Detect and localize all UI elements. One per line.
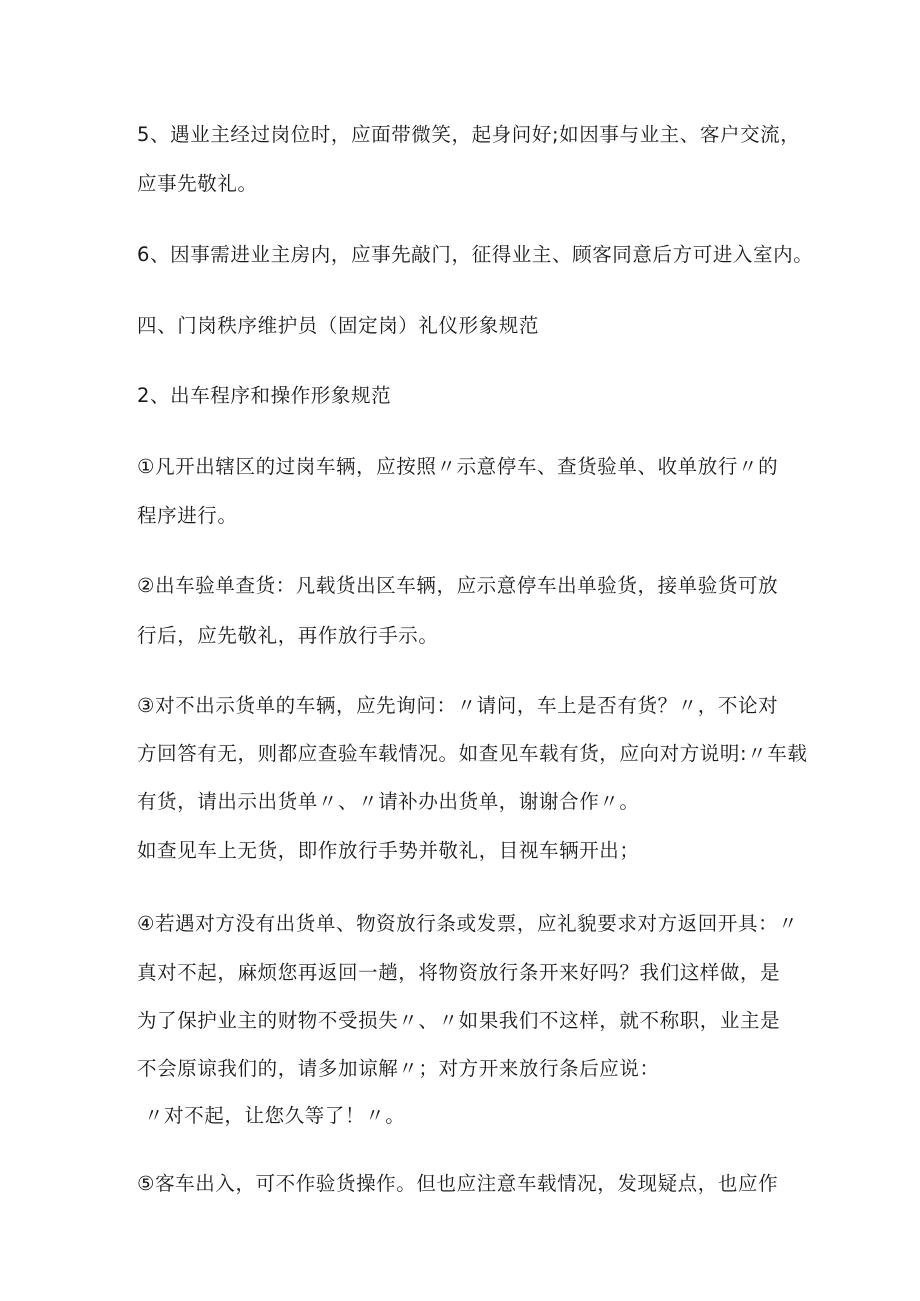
section-heading: 四、门岗秩序维护员（固定岗）礼仪形象规范 [137, 314, 540, 337]
text-line: ④若遇对方没有出货单、物资放行条或发票，应礼貌要求对方返回开具：〃 [137, 912, 799, 935]
text-line: ①凡开出辖区的过岗车辆，应按照〃示意停车、查货验单、收单放行〃的 [137, 455, 779, 478]
text-line: 真对不起，麻烦您再返回一趟，将物资放行条开来好吗？我们这样做，是 [137, 961, 781, 984]
text-line: 为了保护业主的财物不受损失〃、〃如果我们不这样，就不称职，业主是 [137, 1009, 781, 1032]
text-line: 〃对不起，让您久等了！〃。 [144, 1104, 406, 1127]
text-line: 应事先敬礼。 [137, 172, 258, 195]
text-line: 方回答有无，则都应查验车载情况。如查见车载有货，应向对方说明:〃车载 [137, 742, 808, 765]
text-line: ⑤客车出入，可不作验货操作。但也应注意车载情况，发现疑点，也应作 [137, 1172, 779, 1195]
text-line: 不会原谅我们的，请多加谅解〃；对方开来放行条后应说： [137, 1057, 660, 1080]
text-line: 5、遇业主经过岗位时，应面带微笑，起身问好;如因事与业主、客户交流， [137, 123, 801, 146]
text-line: 程序进行。 [137, 504, 238, 527]
text-line: 有货，请出示出货单〃、〃请补办出货单，谢谢合作〃。 [137, 790, 640, 813]
text-line: ②出车验单查货：凡载货出区车辆，应示意停车出单验货，接单验货可放 [137, 574, 779, 597]
text-line: 如查见车上无货，即作放行手势并敬礼，目视车辆开出； [137, 839, 640, 862]
subsection-heading: 2、出车程序和操作形象规范 [137, 384, 392, 407]
text-line: ③对不出示货单的车辆，应先询问：〃请问，车上是否有货？〃，不论对 [137, 694, 779, 717]
text-line: 6、因事需进业主房内，应事先敲门，征得业主、顾客同意后方可进入室内。 [137, 243, 814, 266]
text-line: 行后，应先敬礼，再作放行手示。 [137, 624, 439, 647]
